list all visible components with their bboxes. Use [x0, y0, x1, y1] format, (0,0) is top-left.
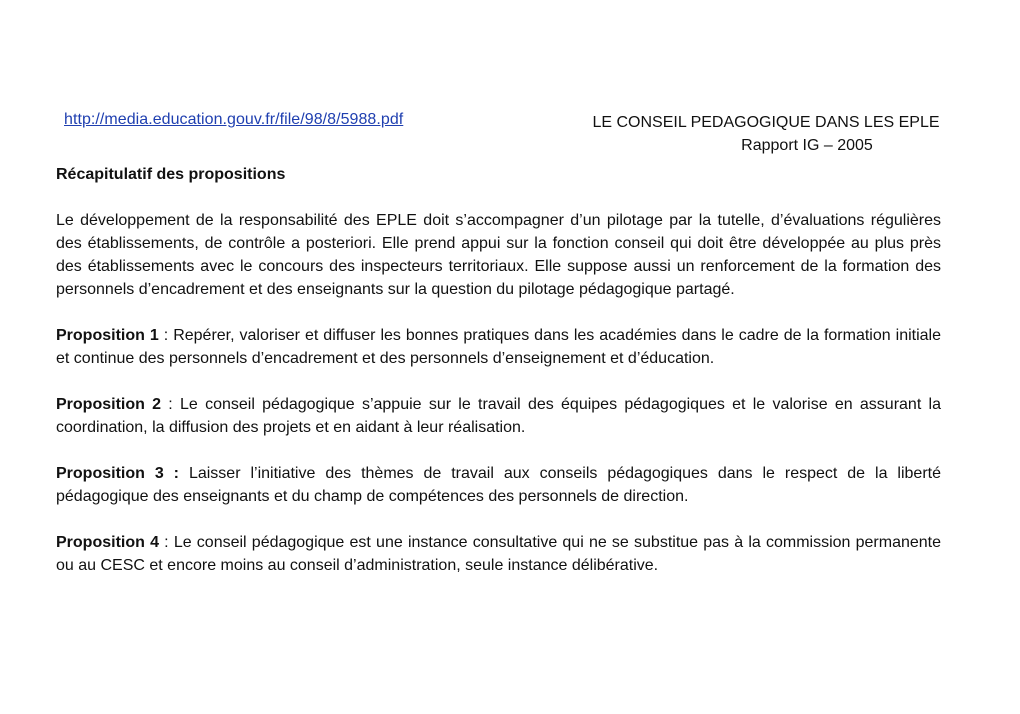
proposition-2-label: Proposition 2 [56, 396, 162, 413]
proposition-1 [56, 324, 941, 370]
proposition-2-separator: : [161, 396, 181, 413]
proposition-1-separator: : [158, 327, 174, 344]
proposition-4-text: Le conseil pédagogique est une instance consultative qui ne se substitue pas à la commission permanente ou au CESC et encore moins au conseil d’administration, seule instance délibérative. [56, 534, 942, 574]
document-title: LE CONSEIL PEDAGOGIQUE DANS LES EPLE [592, 114, 940, 131]
proposition-1-label: Proposition 1 [56, 327, 159, 344]
proposition-3 [56, 462, 941, 508]
document-subtitle: Rapport IG – 2005 [741, 137, 873, 154]
source-link[interactable]: http://media.education.gouv.fr/file/98/8/5988.pdf [64, 111, 404, 128]
proposition-3-text: Laisser l’initiative des thèmes de travail aux conseils pédagogiques dans le respect de la liberté pédagogique des enseignants et du champ de compétences des personnels de direction. [56, 465, 941, 505]
proposition-3-label: Proposition 3 : [56, 465, 179, 482]
section-heading: Récapitulatif des propositions [56, 166, 286, 183]
document-header [560, 111, 972, 157]
document-body [56, 163, 941, 577]
proposition-4-label: Proposition 4 [56, 534, 159, 551]
proposition-2-text: Le conseil pédagogique s’appuie sur le travail des équipes pédagogiques et le valorise en assurant la coordination, la diffusion des projets et en aidant à leur réalisation. [56, 396, 941, 436]
proposition-4 [56, 531, 941, 577]
proposition-2 [56, 393, 941, 439]
proposition-4-separator: : [158, 534, 174, 551]
proposition-3-separator [179, 465, 189, 482]
intro-paragraph: Le développement de la responsabilité des EPLE doit s’accompagner d’un pilotage par la tutelle, d’évaluations régulières des établissements, de contrôle a posteriori. Elle prend appui sur la fonction conseil qui doit être développée au plus près des établissements avec le concours des inspecteurs territoriaux. Elle suppose aussi un renforcement de la formation des personnels d’encadrement et des enseignants sur la question du pilotage pédagogique partagé. [56, 212, 941, 298]
proposition-1-text: Repérer, valoriser et diffuser les bonnes pratiques dans les académies dans le cadre de la formation initiale et continue des personnels d’encadrement et des personnels d’enseignement et d’éducation. [56, 327, 941, 367]
